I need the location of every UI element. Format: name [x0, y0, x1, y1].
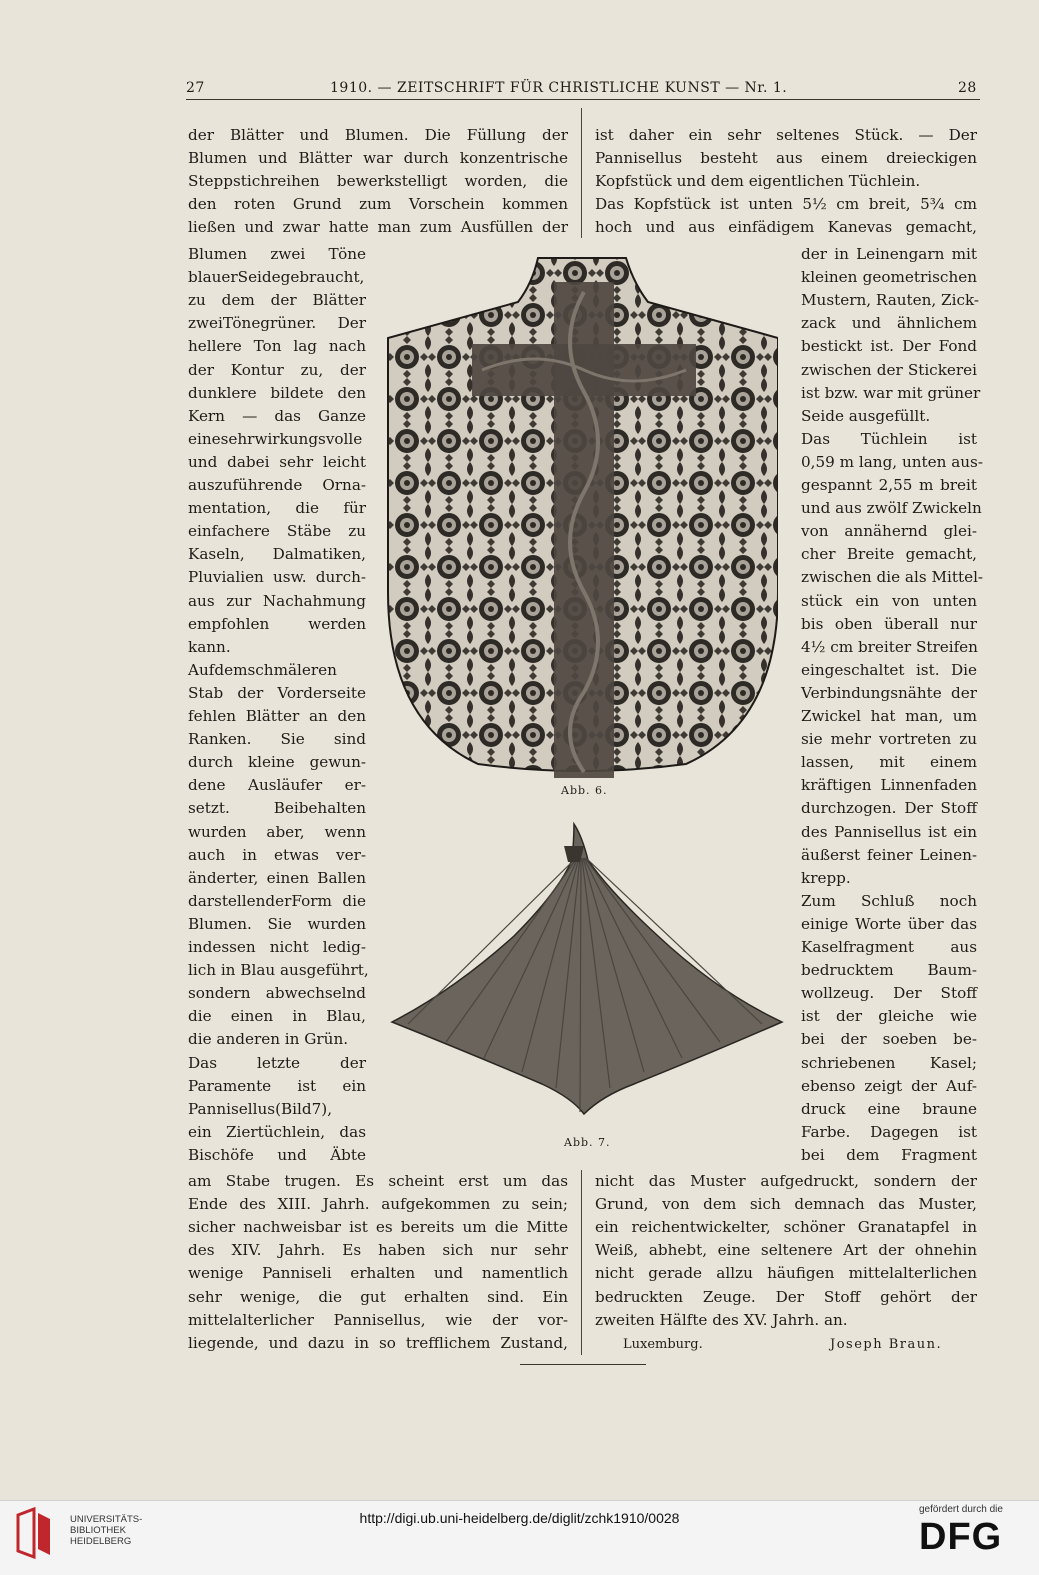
text-line: Farbe. Dagegen ist — [801, 1122, 977, 1141]
text-line: durchzogen. Der Stoff — [801, 799, 977, 818]
text-line: ein Ziertüchlein, das — [188, 1122, 366, 1141]
text-line: äußerst feiner Leinen- — [801, 845, 977, 864]
text-line: Seide ausgefüllt. — [801, 406, 931, 425]
text-line: 0,59 m lang, unten aus- — [801, 452, 983, 471]
text-line: setzt. Beibehalten — [188, 799, 366, 818]
text-line: einesehrwirkungsvolle — [188, 429, 363, 448]
text-line: blauerSeidegebraucht, — [188, 268, 365, 287]
text-line: Kopfstück und dem eigentlichen Tüchlein. — [595, 172, 921, 191]
text-line: Stab der Vorderseite — [188, 683, 366, 702]
signature-author: Joseph Braun. — [830, 1337, 943, 1352]
text-line: lassen, mit einem — [801, 753, 977, 772]
text-line: Weiß, abhebt, eine seltenere Art der ohnehin — [595, 1241, 977, 1260]
text-line: hoch und aus einfädigem Kanevas gemacht, — [595, 218, 977, 237]
chasuble-image — [386, 252, 778, 778]
text-line: Steppstichreihen bewerkstelligt worden, die — [188, 172, 568, 191]
text-line: sondern abwechselnd — [188, 984, 366, 1003]
text-line: wenige Panniseli erhalten und namentlich — [188, 1264, 568, 1283]
dfg-logo: DFG — [919, 1516, 1003, 1558]
text-line: bis oben überall nur — [801, 614, 977, 633]
text-line: schriebenen Kasel; — [801, 1053, 977, 1072]
text-line: der Blätter und Blumen. Die Füllung der — [188, 126, 568, 144]
text-line: ließen und zwar hatte man zum Ausfüllen der — [188, 218, 568, 237]
text-line: ist bzw. war mit grüner — [801, 383, 981, 402]
text-line: bei dem Fragment — [801, 1145, 977, 1164]
text-line: wurden aber, wenn — [188, 822, 366, 841]
library-name-2: BIBLIOTHEK — [70, 1525, 126, 1536]
text-line: bestickt ist. Der Fond — [801, 337, 977, 356]
figure-7-caption: Abb. 7. — [564, 1136, 611, 1149]
text-line: zwischen der Stickerei — [801, 360, 977, 379]
text-line: sehr wenige, die gut erhalten sind. Ein — [188, 1287, 568, 1306]
text-line: durch kleine gewun- — [188, 753, 366, 772]
text-line: am Stabe trugen. Es scheint erst um das — [188, 1172, 568, 1190]
text-line: Zwickel hat man, um — [801, 707, 977, 725]
text-line: Verbindungsnähte der — [801, 683, 977, 702]
header-rule — [186, 99, 980, 100]
text-line: ist der gleiche wie — [801, 1007, 977, 1026]
text-line: lich in Blau ausgeführt, — [188, 961, 369, 980]
text-line: stück ein von unten — [801, 591, 977, 610]
text-line: Zum Schluß noch — [801, 891, 977, 910]
text-line: bedrucktem Baum- — [801, 961, 977, 980]
signature-place: Luxemburg. — [623, 1337, 703, 1352]
text-line: cher Breite gemacht, — [801, 545, 977, 564]
text-line: von annähernd glei- — [801, 522, 977, 541]
text-line: dene Ausläufer er- — [188, 776, 366, 795]
text-line: Aufdemschmäleren — [188, 660, 337, 679]
text-line: ist daher ein sehr seltenes Stück. — Der — [595, 126, 977, 144]
text-line: mittelalterlicher Pannisellus, wie der vor- — [188, 1310, 568, 1329]
text-line: bedruckten Zeuge. Der Stoff gehört der — [595, 1287, 977, 1306]
text-line: Kaselfragment aus — [801, 938, 977, 956]
text-line: nicht gerade allzu häufigen mittelalterlichen — [595, 1264, 977, 1283]
text-line: und aus zwölf Zwickeln — [801, 499, 982, 518]
text-line: Das Tüchlein ist — [801, 429, 977, 448]
text-line: mentation, die für — [188, 499, 366, 518]
text-line: Paramente ist ein — [188, 1076, 366, 1095]
text-line: 4½ cm breiter Streifen — [801, 637, 978, 656]
text-line: kleinen geometrischen — [801, 268, 977, 287]
text-line: Ranken. Sie sind — [188, 730, 366, 749]
text-line: und dabei sehr leicht — [188, 452, 366, 471]
text-line: druck eine braune — [801, 1099, 977, 1118]
text-line: auszuführende Orna- — [188, 476, 366, 494]
library-name-3: HEIDELBERG — [70, 1536, 132, 1547]
text-line: Pannisellus besteht aus einem dreieckigen — [595, 149, 977, 168]
text-line: indessen nicht ledig- — [188, 938, 366, 956]
text-line: zweiten Hälfte des XV. Jahrh. an. — [595, 1310, 848, 1329]
text-line: zack und ähnlichem — [801, 314, 977, 333]
text-line: Bischöfe und Äbte — [188, 1145, 366, 1164]
text-line: fehlen Blätter an den — [188, 707, 366, 725]
library-name-1: UNIVERSITÄTS- — [70, 1514, 143, 1525]
text-line: der Kontur zu, der — [188, 360, 366, 379]
text-line: ein reichentwickelter, schöner Granatapfel in — [595, 1218, 977, 1237]
text-line: der in Leinengarn mit — [801, 245, 977, 263]
text-line: die einen in Blau, — [188, 1007, 366, 1026]
text-line: eingeschaltet ist. Die — [801, 660, 977, 679]
text-line: auch in etwas ver- — [188, 845, 366, 864]
text-line: zu dem der Blätter — [188, 291, 366, 310]
text-line: hellere Ton lag nach — [188, 337, 366, 356]
text-line: die anderen in Grün. — [188, 1030, 349, 1049]
page-number-right: 28 — [958, 80, 977, 96]
text-line: Blumen zwei Töne — [188, 245, 366, 263]
text-line: änderter, einen Ballen — [188, 868, 366, 887]
text-line: Grund, von dem sich demnach das Muster, — [595, 1195, 977, 1214]
text-line: Kaseln, Dalmatiken, — [188, 545, 366, 564]
running-title: 1910. — ZEITSCHRIFT FÜR CHRISTLICHE KUNST — Nr. 1. — [330, 80, 788, 96]
text-line: des Pannisellus ist ein — [801, 822, 977, 841]
text-line: liegende, und dazu in so trefflichem Zustand, — [188, 1333, 568, 1352]
text-line: zwischen die als Mittel- — [801, 568, 984, 587]
figure-6-caption: Abb. 6. — [561, 784, 608, 797]
text-line: krepp. — [801, 868, 851, 887]
text-line: Kern — das Ganze — [188, 406, 366, 425]
source-url-link[interactable]: http://digi.ub.uni-heidelberg.de/diglit/zchk1910/0028 — [359, 1510, 680, 1526]
funded-by-label: gefördert durch die — [919, 1504, 1003, 1515]
text-line: Ende des XIII. Jahrh. aufgekommen zu sein; — [188, 1195, 568, 1214]
text-line: den roten Grund zum Vorschein kommen — [188, 195, 568, 214]
text-line: aus zur Nachahmung — [188, 591, 366, 610]
text-line: des XIV. Jahrh. Es haben sich nur sehr — [188, 1241, 568, 1260]
text-line: sicher nachweisbar ist es bereits um die Mitte — [188, 1218, 568, 1237]
column-rule-bottom — [581, 1170, 582, 1355]
text-line: einfachere Stäbe zu — [188, 522, 366, 541]
text-line: darstellenderForm die — [188, 891, 366, 910]
text-line: kann. — [188, 637, 231, 656]
text-line: ebenso zeigt der Auf- — [801, 1076, 977, 1095]
text-line: Pluvialien usw. durch- — [188, 568, 366, 587]
page-number-left: 27 — [186, 80, 205, 96]
text-line: dunklere bildete den — [188, 383, 366, 402]
text-line: Das Kopfstück ist unten 5½ cm breit, 5¾ cm — [595, 195, 977, 214]
text-line: wollzeug. Der Stoff — [801, 984, 977, 1003]
text-line: Mustern, Rauten, Zick- — [801, 291, 980, 310]
text-line: Blumen und Blätter war durch konzentrische — [188, 149, 568, 168]
pannisellus-image — [388, 822, 784, 1118]
text-line: Pannisellus(Bild7), — [188, 1099, 333, 1118]
text-line: gespannt 2,55 m breit — [801, 476, 977, 494]
text-line: empfohlen werden — [188, 614, 366, 633]
text-line: nicht das Muster aufgedruckt, sondern der — [595, 1172, 977, 1190]
article-end-rule — [520, 1364, 646, 1365]
text-line: kräftigen Linnenfaden — [801, 776, 977, 795]
text-line: zweiTönegrüner. Der — [188, 314, 366, 333]
text-line: bei der soeben be- — [801, 1030, 977, 1049]
text-line: sie mehr vortreten zu — [801, 730, 977, 749]
text-line: Blumen. Sie wurden — [188, 914, 366, 933]
text-line: Das letzte der — [188, 1053, 366, 1072]
text-line: einige Worte über das — [801, 914, 977, 933]
column-rule-top — [581, 108, 582, 238]
